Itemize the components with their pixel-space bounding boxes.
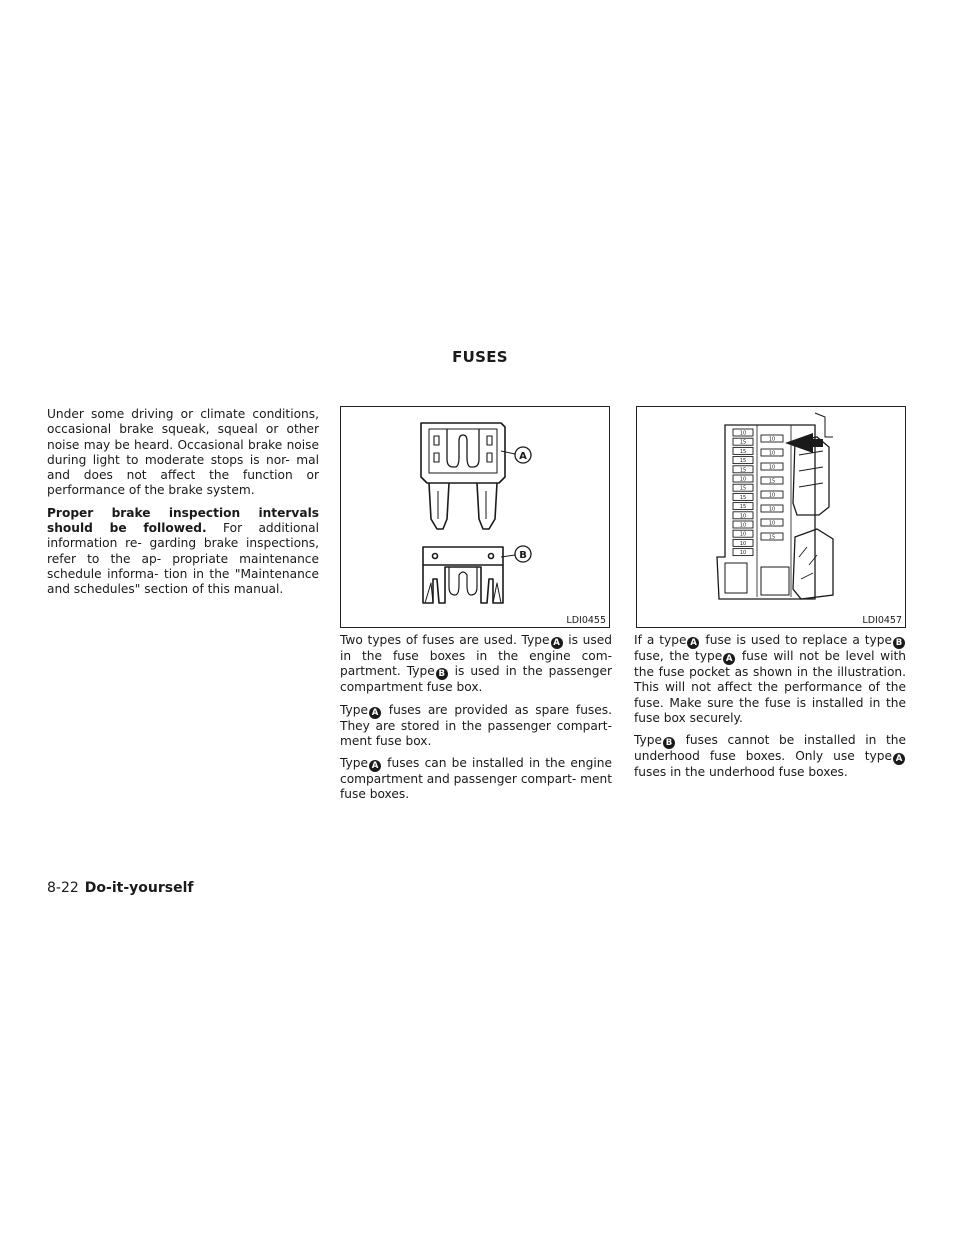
brake-inspection-paragraph	[47, 506, 319, 598]
fuse-rating: 15	[739, 504, 747, 511]
fuse-rating: 10	[739, 531, 747, 538]
fuse-rating: 10	[739, 540, 747, 547]
fuse-rating: 10	[739, 522, 747, 529]
fuse-box-figure	[636, 406, 906, 628]
chapter-title: Do-it-yourself	[84, 880, 194, 896]
type-a-badge: A	[369, 707, 381, 719]
fuse-rating: 15	[739, 439, 747, 446]
fuse-rating: 15	[739, 458, 747, 465]
fuse-b-label: B	[519, 550, 527, 561]
type-a-badge: A	[369, 760, 381, 772]
brake-inspection-heading: Proper brake inspection intervals should be followed.	[47, 505, 319, 536]
fuse-box-illustration	[637, 407, 905, 627]
brake-inspection-text: For additional information re- garding brake inspections, refer to the ap- propriate maintenance schedule informa- tion in the "Maintenance and schedules" section of this manual.	[47, 521, 319, 597]
text-run: Two types of fuses are used. Type	[340, 633, 550, 647]
text-run: fuse is used to replace a type	[700, 633, 892, 647]
spare-fuses-paragraph	[340, 703, 612, 750]
type-b-badge: B	[663, 737, 675, 749]
fuse-b-lower	[423, 565, 503, 603]
text-run: fuses in the underhood fuse boxes.	[634, 765, 848, 780]
fuse-rating: 10	[768, 520, 776, 527]
text-run: If a type	[634, 633, 687, 647]
fuse-rating: 10	[768, 436, 776, 443]
text-run: fuses cannot be installed in the underhood fuse boxes. Only use type	[634, 733, 906, 764]
page-number: 8-22	[47, 880, 79, 896]
section-title: FUSES	[452, 348, 508, 366]
fuse-rating: 10	[739, 513, 747, 520]
fuse-a-label: A	[519, 451, 527, 462]
fuse-rating: 15	[768, 534, 776, 541]
fuse-a-element	[447, 429, 479, 467]
fuse-rating: 10	[768, 492, 776, 499]
type-b-badge: B	[436, 668, 448, 680]
type-a-badge: A	[551, 637, 563, 649]
relay-lower	[793, 529, 833, 599]
fuse-rating: 15	[739, 485, 747, 492]
fuse-installation-paragraph	[340, 756, 612, 803]
fuse-replacement-column	[634, 633, 906, 787]
figure-code: LDI0457	[862, 615, 902, 626]
text-run: fuse will not be level with the fuse pocket as shown in the illustration. This will not affect the performance of the fuse. Make sure the fuse is installed in the fuse box securely.	[634, 649, 906, 725]
brake-noise-column	[47, 407, 319, 605]
fuse-rating: 10	[768, 450, 776, 457]
fuse-replacement-paragraph	[634, 633, 906, 726]
fuse-types-figure	[340, 406, 610, 628]
text-run: Type	[340, 756, 368, 771]
fuse-types-illustration	[341, 407, 609, 627]
fuse-rating: 15	[739, 448, 747, 455]
fuse-rating: 10	[768, 464, 776, 471]
text-run: Type	[634, 733, 662, 748]
text-run: fuse, the type	[634, 649, 723, 663]
fuse-rating: 10	[768, 506, 776, 513]
fuse-grid	[733, 429, 783, 556]
fuse-rating: 15	[739, 467, 747, 474]
fuse-rating: 15	[768, 478, 776, 485]
brake-noise-paragraph: Under some driving or climate conditions, occasional brake squeak, squeal or other noise may be heard. Occasional brake noise during light to moderate stops is nor- mal and does not affect the function or performance of the brake system.	[47, 407, 319, 498]
fuse-a-right-blade	[477, 483, 497, 529]
fuse-b-body	[423, 547, 503, 565]
fuse-types-column	[340, 633, 612, 810]
fuse-rating: 15	[739, 494, 747, 501]
text-run: fuses are provided as spare fuses. They are stored in the passenger compart- ment fuse box.	[340, 702, 612, 748]
text-run: is used in the passenger compartment fuse box.	[340, 664, 612, 695]
type-b-badge: B	[893, 637, 905, 649]
text-run: fuses can be installed in the engine compartment and passenger compart- ment fuse boxes.	[340, 756, 612, 802]
text-run: Type	[340, 702, 368, 717]
page-footer	[47, 880, 193, 896]
figure-code: LDI0455	[566, 615, 606, 626]
fuse-a-left-blade	[429, 483, 449, 529]
text-run: is used in the fuse boxes in the engine com- partment. Type	[340, 633, 612, 679]
fuse-rating: 10	[739, 476, 747, 483]
fuse-types-paragraph	[340, 633, 612, 696]
type-a-badge: A	[687, 637, 699, 649]
fuse-rating: 10	[739, 550, 747, 557]
type-a-badge: A	[723, 653, 735, 665]
underhood-fuse-paragraph	[634, 733, 906, 780]
fuse-rating: 10	[739, 430, 747, 437]
type-a-badge: A	[893, 753, 905, 765]
